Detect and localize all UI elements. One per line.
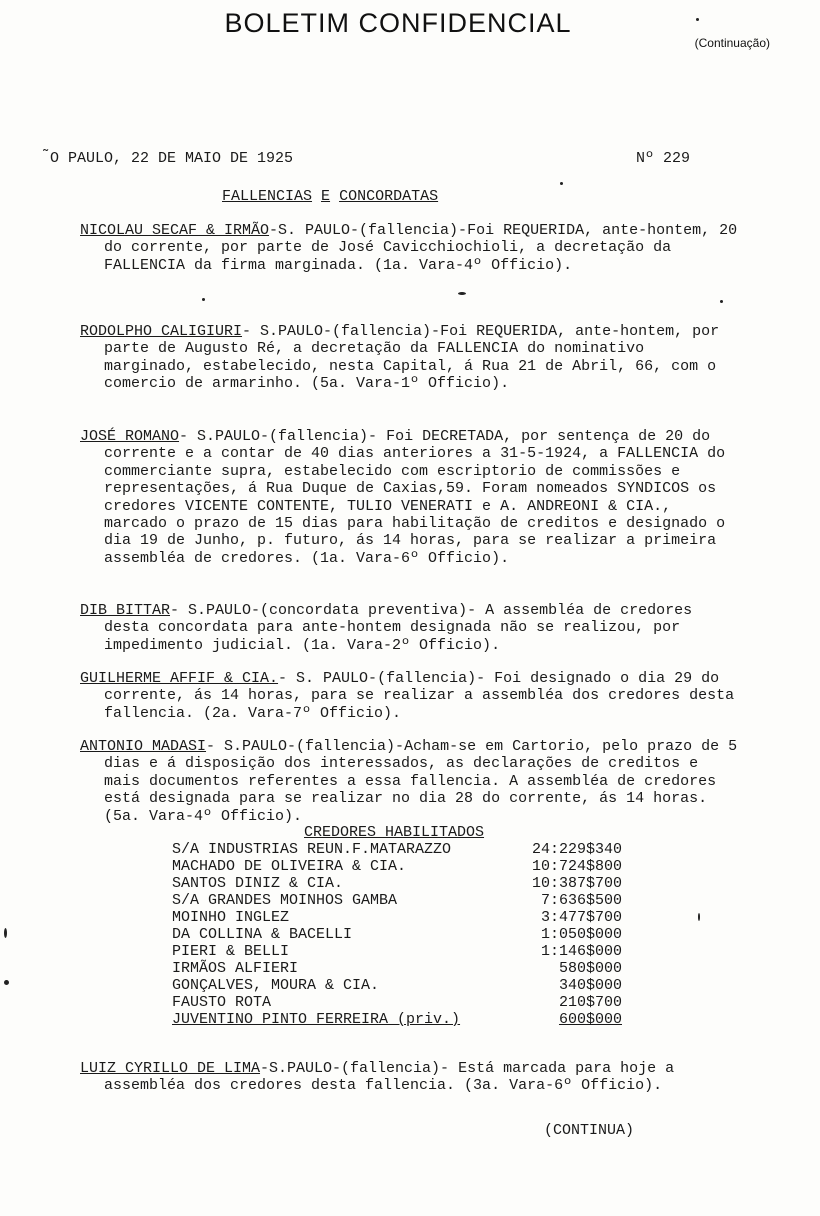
entry-name: ANTONIO MADASI <box>80 738 207 755</box>
creditor-amount: 600$000 <box>558 1011 622 1028</box>
entry-body: - S.PAULO-(fallencia)- Foi DECRETADA, por sentença de 20 do corrente e a contar de 40 dias anteriores a 31-5-1924, a FALLENCIA do commerciante supra, estabelecido com escriptorio de commissões e representações, á Rua Duque de Caxias,59. Foram nomeados SYNDICOS os credores VICENTE CONTENTE, TULIO VENERATI e A. ANDREONI & CIA., marcado o prazo de 15 dias para habilitação de creditos e designado o dia 19 de Junho, p. futuro, ás 14 horas, para se realizar a primeira assembléa de credores. (1a. Vara-6º Officio). <box>104 428 735 567</box>
creditor-amount: 10:724$800 <box>531 858 622 875</box>
creditor-amount: 580$000 <box>558 960 622 977</box>
entry-guilherme-affif <box>80 670 744 722</box>
section-heading-part2: E <box>321 188 331 205</box>
creditors-title: CREDORES HABILITADOS <box>304 824 485 841</box>
creditor-name: MOINHO INGLEZ <box>172 909 290 926</box>
entry-luiz-cyrillo <box>80 1060 740 1095</box>
section-heading <box>222 188 438 205</box>
scan-speck <box>4 928 7 938</box>
creditor-name: SANTOS DINIZ & CIA. <box>172 875 344 892</box>
entry-name: NICOLAU SECAF & IRMÃO <box>80 222 270 239</box>
creditor-amount: 1:050$000 <box>540 926 622 943</box>
dateline: ̃O PAULO, 22 DE MAIO DE 1925 <box>50 150 294 167</box>
creditor-name: IRMÃOS ALFIERI <box>172 960 299 977</box>
creditor-name: S/A INDUSTRIAS REUN.F.MATARAZZO <box>172 841 452 858</box>
creditor-amount: 7:636$500 <box>540 892 622 909</box>
entry-jose-romano <box>80 428 740 567</box>
entry-rodolpho-caligiuri <box>80 323 740 393</box>
entry-name: JOSÉ ROMANO <box>80 428 180 445</box>
entry-antonio-madasi <box>80 738 747 825</box>
continua-label: (CONTINUA) <box>544 1122 635 1139</box>
creditor-name: JUVENTINO PINTO FERREIRA (priv.) <box>172 1011 461 1028</box>
creditor-name: DA COLLINA & BACELLI <box>172 926 353 943</box>
entry-name: LUIZ CYRILLO DE LIMA <box>80 1060 261 1077</box>
creditor-name: FAUSTO ROTA <box>172 994 272 1011</box>
creditor-name: MACHADO DE OLIVEIRA & CIA. <box>172 858 407 875</box>
issue-number: Nº 229 <box>636 150 691 167</box>
entry-nicolau-secaf <box>80 222 747 274</box>
entry-name: GUILHERME AFFIF & CIA. <box>80 670 279 687</box>
entry-name: RODOLPHO CALIGIURI <box>80 323 243 340</box>
scan-speck <box>720 300 723 303</box>
entry-body: - S.PAULO-(concordata preventiva)- A assembléa de credores desta concordata para ante-hontem designada não se realizou, por impedimento judicial. (1a. Vara-2º Officio). <box>104 602 702 654</box>
creditor-name: GONÇALVES, MOURA & CIA. <box>172 977 380 994</box>
section-heading-part1: FALLENCIAS <box>222 188 313 205</box>
creditor-amount: 340$000 <box>558 977 622 994</box>
scan-speck <box>698 913 700 921</box>
creditor-name: S/A GRANDES MOINHOS GAMBA <box>172 892 398 909</box>
scan-speck <box>458 292 466 295</box>
entry-body: -S.PAULO-(fallencia)- Está marcada para hoje a assembléa dos credores desta fallencia. (3a. Vara-6º Officio). <box>104 1060 684 1095</box>
creditor-amount: 1:146$000 <box>540 943 622 960</box>
entry-body: -S. PAULO-(fallencia)-Foi REQUERIDA, ante-hontem, 20 do corrente, por parte de José Cavicchiochioli, a decretação da FALLENCIA da firma marginada. (1a. Vara-4º Officio). <box>104 222 747 274</box>
creditor-name: PIERI & BELLI <box>172 943 290 960</box>
entry-body: - S.PAULO-(fallencia)-Acham-se em Cartorio, pelo prazo de 5 dias e á disposição dos interessados, as declarações de creditos e mais documentos referentes a essa fallencia. A assembléa de credores está designada para se realizar no dia 28 do corrente, ás 14 horas. (5a. Vara-4º Officio). <box>104 738 747 825</box>
entry-body: - S.PAULO-(fallencia)-Foi REQUERIDA, ante-hontem, por parte de Augusto Ré, a decretação da FALLENCIA do nominativo marginado, estabelecido, nesta Capital, á Rua 21 de Abril, 66, com o comercio de armarinho. (5a. Vara-1º Officio). <box>104 323 729 393</box>
creditor-amount: 210$700 <box>558 994 622 1011</box>
scan-speck <box>4 980 9 985</box>
entry-body: - S. PAULO-(fallencia)- Foi designado o dia 29 do corrente, ás 14 horas, para se realizar a assembléa dos credores desta fallencia. (2a. Vara-7º Officio). <box>104 670 744 722</box>
page-title: BOLETIM CONFIDENCIAL <box>224 8 572 38</box>
continuation-label: (Continuação) <box>694 36 770 50</box>
entry-name: DIB BITTAR <box>80 602 171 619</box>
entry-dib-bittar <box>80 602 740 654</box>
scan-speck <box>560 182 563 185</box>
creditor-amount: 3:477$700 <box>540 909 622 926</box>
scan-speck <box>696 18 699 21</box>
creditor-amount: 24:229$340 <box>531 841 622 858</box>
creditor-amount: 10:387$700 <box>531 875 622 892</box>
scan-speck <box>202 298 205 301</box>
section-heading-part3: CONCORDATAS <box>339 188 439 205</box>
